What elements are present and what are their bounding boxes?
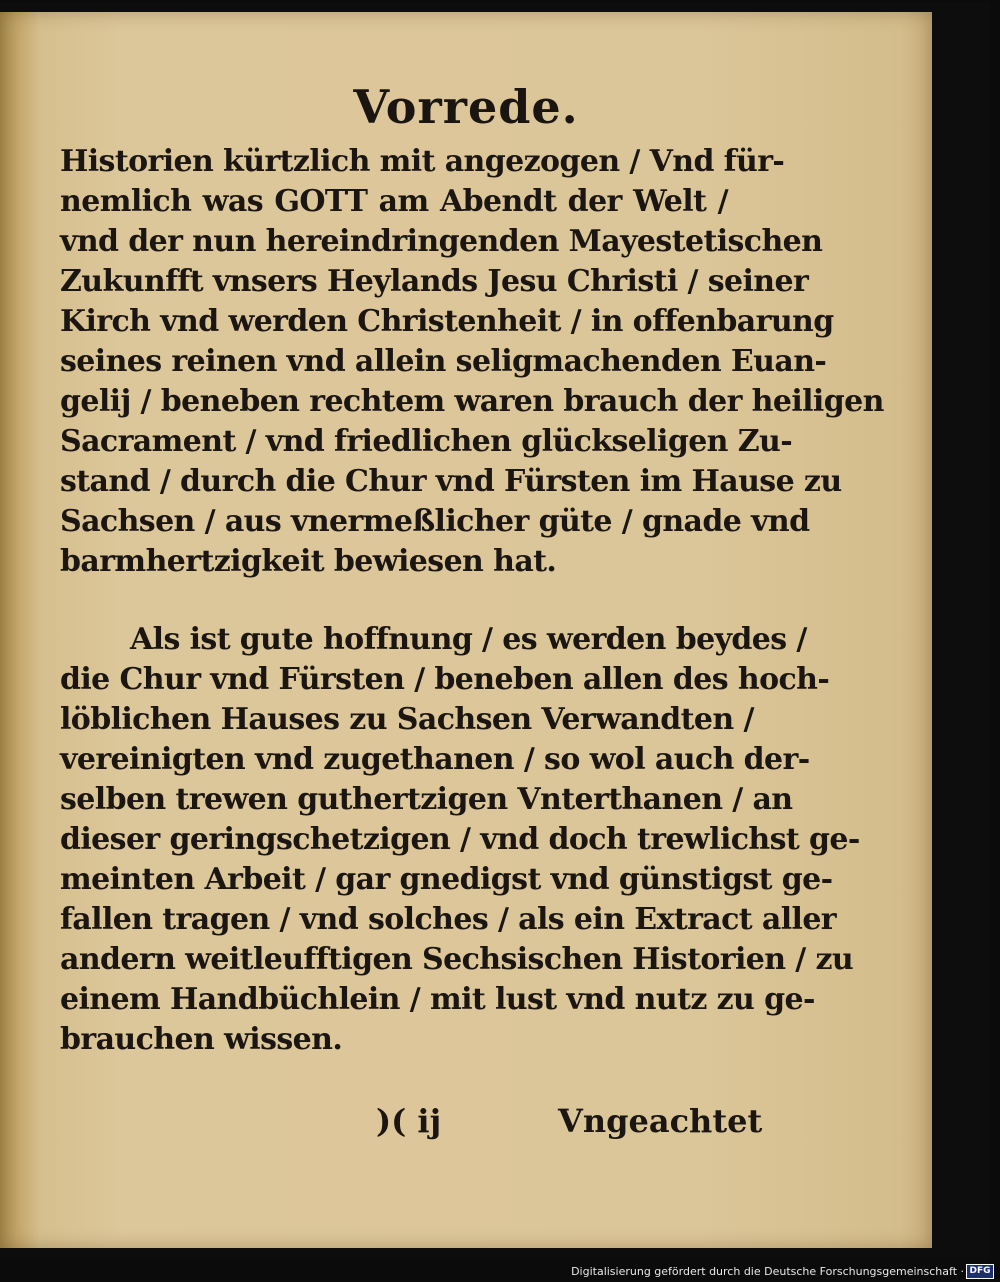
- text-line: einem Handbüchlein / mit lust vnd nutz zu ge-: [60, 982, 815, 1017]
- text-line: dieser geringschetzigen / vnd doch trewlichst ge-: [60, 822, 860, 857]
- text-line: vereinigten vnd zugethanen / so wol auch der-: [60, 742, 810, 777]
- text-line: Sachsen / aus vnermeßlicher güte / gnade vnd: [60, 504, 810, 539]
- text-line: gelij / beneben rechtem waren brauch der heiligen: [60, 384, 884, 419]
- text-line: brauchen wissen.: [60, 1022, 343, 1057]
- text-line: Sacrament / vnd friedlichen glückseligen Zu-: [60, 424, 793, 459]
- text-line: Historien kürtzlich mit angezogen / Vnd für-: [60, 144, 785, 179]
- text-line: Als ist gute hoffnung / es werden beydes /: [130, 622, 807, 657]
- text-line: Zukunfft vnsers Heylands Jesu Christi / seiner: [60, 264, 809, 299]
- text-line: vnd der nun hereindringenden Mayestetischen: [60, 224, 823, 259]
- text-line: seines reinen vnd allein seligmachenden Euan-: [60, 344, 827, 379]
- dfg-logo[interactable]: DFG: [966, 1264, 994, 1279]
- book-page: [0, 12, 932, 1248]
- text-line: nemlich was GOTT am Abendt der Welt /: [60, 184, 728, 219]
- page-header: Vorrede.: [353, 80, 579, 134]
- footer-credit: Digitalisierung gefördert durch die Deutsche Forschungsgemeinschaft ·: [571, 1265, 964, 1278]
- signature-mark: )( ij: [376, 1102, 442, 1140]
- text-line: die Chur vnd Fürsten / beneben allen des hoch-: [60, 662, 830, 697]
- text-line: fallen tragen / vnd solches / als ein Extract aller: [60, 902, 837, 937]
- text-line: selben trewen guthertzigen Vnterthanen / an: [60, 782, 793, 817]
- text-line: stand / durch die Chur vnd Fürsten im Hause zu: [60, 464, 842, 499]
- text-line: meinten Arbeit / gar gnedigst vnd günstigst ge-: [60, 862, 833, 897]
- text-line: Kirch vnd werden Christenheit / in offenbarung: [60, 304, 834, 339]
- catchword: Vngeachtet: [558, 1102, 763, 1140]
- text-line: andern weitleufftigen Sechsischen Historien / zu: [60, 942, 854, 977]
- text-line: löblichen Hauses zu Sachsen Verwandten /: [60, 702, 754, 737]
- text-line: barmhertzigkeit bewiesen hat.: [60, 544, 557, 579]
